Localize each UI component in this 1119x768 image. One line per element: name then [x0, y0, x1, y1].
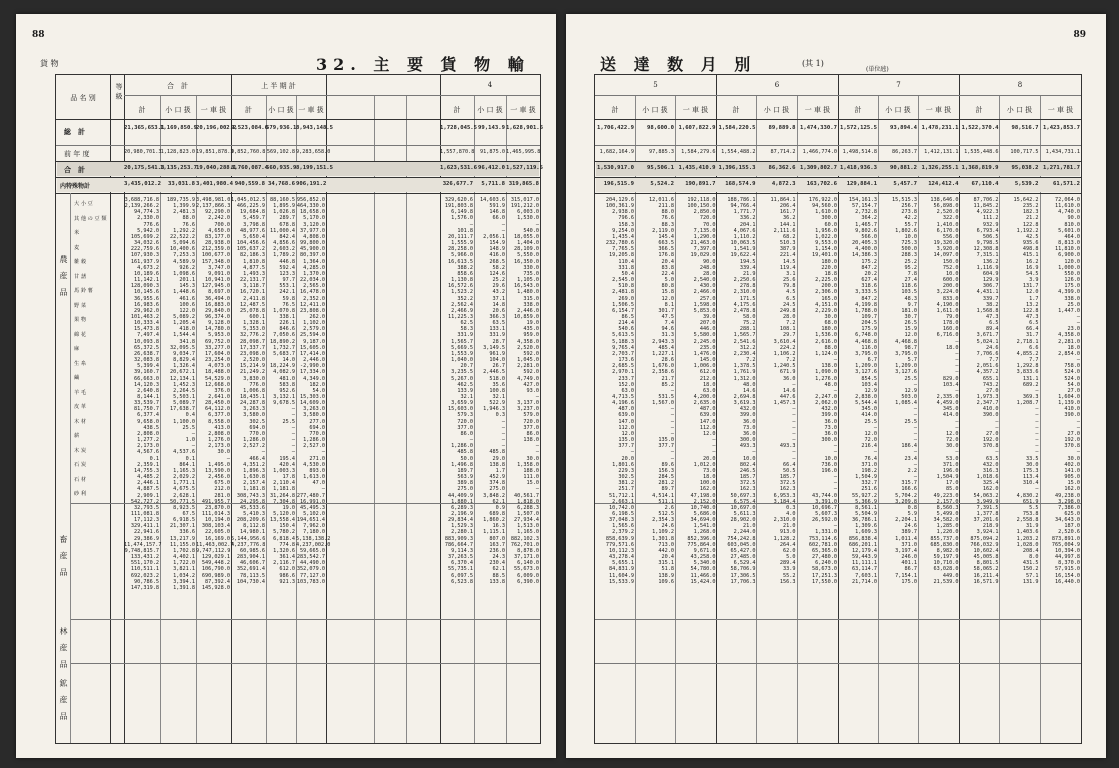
- summary-value: 906,191.2: [296, 181, 327, 187]
- column-values: 956,852.0 464,330.0 18,658.0 5,170.0 3,120.0 37,977.0 4,808.0 99,800.0 45,900.0 80,397.0 1,364.0 4,285.0 1,370.0 22,034.0 2,565.0 16,478.0 2,352.0 12,411.0 23,808.0 262.0 1,102.0 2,579.0 25,594.0 9,187.0 15,605.0 17,414.0 2,446.0 -2,990.0 17,334.0 4,349.0 182.0 54.0 15,303.0 14,609.0 3,263.0 3,580.0 277.0 694.0 770.0 1,286.0 2,527.0 — 271.0 4,530.0 893.0 1,613.0 47.0 — 277,480.7 16,991.0 45,495.3 5,102.0 194,651.4 7,962.0 7,180.0 5,138,138.2 4,237,002.0 59,665.0 283,542.7 44,490.0 352,079.0 77,127.0 103,783.0: [296, 197, 331, 585]
- column-values: 15,515.3 256.7 273.8 42.2 55.7 1,802.6 10.0 725.3 500.0 288.3 25.2 95.2 7.8 27.4 118.6 103.5 48.3 9.7 181.0 30.7 26.5 15.9 12.0 4,468.8 98.7 3,795.0 5.7 1,209.0 3,127.6 25.5 — 12.9 503.0 1,085.4 — — 25.5 — — — 186.4 — 23.4 — 2.2 — 315.7 166.6 5,704.2 3,209.8 0.8 5.9 2,204.1 24.6 389.7 1,011.4 371.0 3,197.4 246.0 401.1 86.7 7,154.1 175.0: [892, 197, 917, 585]
- summary-value: 1,309,802.7: [799, 165, 837, 171]
- group-label: 林 産 品: [59, 627, 68, 672]
- summary-value: 1,465,995.8: [506, 149, 541, 155]
- unit-label: (単位瓲): [866, 66, 889, 73]
- column-values: 15,642.2 235.2 182.3 21.2 122.8 1,192.2 42.5 935.6 498.8 415.1 16.2 16.9 54.5 3.9 131.7 12.0 1.7 13.2 122.8 47.3 6.5 66.4 31.7 2,718.1 6.6 4,855.2 7.7 1,292.8 3,833.6 131.1 689.2 — 369.3 1,208.7 — — — — — — — — 33.5 30.0 175.3 113.4 310.4 — 4,830.2 651.9 5.5 753.8 2,558.8 31.9 1,403.6 1,203.2 1,028.0 208.4 8.0 431.5 150.2 57.1 131.9: [1013, 197, 1039, 585]
- summary-value: 1,368,819.9: [961, 165, 999, 171]
- summary-value: 1,527,119.5: [506, 165, 544, 171]
- summary-value: 1,554,488.2: [721, 149, 756, 155]
- sub-small-header: 小 口 扱: [885, 106, 911, 114]
- item-name: 羊 毛: [74, 389, 87, 396]
- column-values: 192,118.0 100,150.0 2,850.0 720.0 70.0 7,135.0 1,290.0 21,463.0 7,397.0 19,029.0 90.0 248.0 28.0 2,540.0 430.0 2,466.0 257.0 1,598.0 5,853.0 39.0 207.0 446.0 5,580.0 2,245.0 235.0 1,476.0 145.0 1,006.0 612.0 212.0 18.0 63.0 4,200.0 2,635.0 487.0 639.0 147.0 112.0 12.0 — — — 20.0 1,012.0 73.0 18.0 100.0 162.0 47,198.0 2,152.0 10,740.0 5,686.0 34,694.0 1,541.0 1,268.0 852,396.0 775,864.0 9,671.0 43,258.0 5,340.0 54,780.0 11,466.0 15,424.0: [687, 197, 716, 585]
- sub-small-header: 小 口 扱: [477, 106, 503, 114]
- summary-value: 9,523,084.6: [231, 125, 269, 131]
- summary-value: 163,702.6: [806, 181, 837, 187]
- item-name: 雑 穀: [74, 259, 87, 265]
- item-name: 砂 利: [74, 491, 87, 497]
- sub-total-header: 計: [732, 106, 740, 114]
- item-name: 木 材: [74, 418, 87, 425]
- summary-value: 1,584,220.5: [718, 125, 756, 131]
- summary-sum-right: [595, 165, 1081, 175]
- item-name: 皮 革: [74, 404, 87, 410]
- summary-value: 9,283,658.0: [296, 149, 331, 155]
- summary-value: 1,530,917.0: [596, 165, 634, 171]
- summary-value: 99,143.9: [478, 125, 505, 131]
- sub-small-header: 小 口 扱: [642, 106, 668, 114]
- sub-car-header: 一 車 扱: [200, 106, 227, 114]
- summary-value: 1,169,850.9: [160, 125, 198, 131]
- left-page: [16, 14, 556, 758]
- sub-small-header: 小 口 扱: [268, 106, 294, 114]
- total-header: 合 計: [167, 82, 188, 90]
- body-values-left: [124, 197, 540, 737]
- column-values: 1,045,012.5 466,225.9 19,684.8 5,459.7 3,798.8 48,977.6 5,650.4 104,456.6 105,637.2 82,186.3 1,810.8 4,877.5 1,493.3 22,131.7 3,118.7 16,720.1 2,411.8 12,487.5 25,078.8 600.1 1,328.1 5,353.0 32,776.2 28,098.7 17,337.7 23,098.0 2,520.0 15,214.9 21,249.2 3,830.0 776.0 1,006.8 18,435.1 24,287.8 3,263.3 3,580.0 302.5 694.0 770.0 1,286.0 2,527.2 — 466.4 4,351.2 1,896.3 1,630.8 2,157.4 1,181.8 308,743.3 24,295.8 45,533.6 5,410.3 208,209.6 8,112.8 14,980.1 5,144,956.6 4,237,776.8 60,985.6 283,904.1 46,606.7 352,691.4 78,113.5 104,730.4: [231, 197, 266, 585]
- summary-value: 8,199,151.5: [296, 165, 334, 171]
- summary-value: 20,196,002.2: [196, 125, 237, 131]
- column-values: 329,620.6 191,803.8 6,149.8 1,576.0 — 101.8 20,111.7 1,555.9 28,258.0 5,966.0 16,613.5 388.2 858.6 1,130.8 16,572.6 1,523.2 352.2 2,562.4 2,466.9 11,225.3 62.5 58.3 331.9 1,565.7 5,669.5 1,553.9 1,040.0 20.7 3,235.5 5,267.0 462.5 133.9 32.1 3,659.9 15,603.0 579.3 720.0 377.0 86.0 — 1,286.0 485.8 50.0 1,496.8 189.7 563.9 389.8 275.0 44,409.9 1,880.1 6,289.3 2,196.9 29,834.4 1,529.3 2,280.1 883,909.3 786,664.7 9,114.3 37,263.5 6,370.4 55,735.1 6,097.5 6,523.8: [444, 197, 473, 585]
- summary-value: 1,474,330.7: [799, 125, 837, 131]
- summary-value: 95,506.1: [647, 165, 674, 171]
- summary-value: 3,435,012.2: [124, 181, 162, 187]
- summary-value: 86,362.6: [768, 165, 796, 171]
- summary-value: 89,889.8: [768, 125, 796, 131]
- summary-value: 100,717.5: [1010, 149, 1039, 155]
- sub-total-header: 計: [138, 106, 146, 114]
- summary-value: 1,135,253.7: [160, 165, 198, 171]
- class-col-header: 等 級: [115, 83, 123, 100]
- summary-value: 1,412,131.1: [924, 149, 959, 155]
- summary-prev-left: [124, 149, 540, 159]
- summary-value: 1,435,410.9: [678, 165, 716, 171]
- summary-value: 560,935.9: [266, 165, 297, 171]
- sub-total-header: 計: [975, 106, 983, 114]
- summary-value: 1,628,901.6: [506, 125, 544, 131]
- column-values: 176,922.0 94,560.0 1,610.0 300.0 60.0 1,956.0 1,022.0 9,553.0 1,154.0 19,401.0 180.0 220.0 18.8 2,225.0 200.0 2,306.0 165.0 4,151.0 2,229.0 30.0 68.0 180.0 1,536.0 2,616.0 88.0 1,124.0 — 138.0 1,090.0 1,276.0 48.0 — 2,247.0 2,062.0 432.0 399.0 36.0 73.0 36.0 300.0 — — 10.0 736.0 196.0 — — — 43,744.0 3,391.0 10,696.7 5,607.3 26,592.0 — 1,331.0 753,114.6 602,781.0 65,365.0 27,480.0 6,240.0 58,673.0 17,251.3 17,550.0: [808, 197, 837, 585]
- summary-value: 1,584,279.6: [681, 149, 716, 155]
- summary-value: 326,677.7: [442, 181, 473, 187]
- sub-total-header: 計: [611, 106, 619, 114]
- summary-value: 5,539.2: [1014, 181, 1039, 187]
- summary-breakdown-left: [124, 181, 540, 191]
- summary-value: 579,936.1: [266, 125, 297, 131]
- summary-value: 19,851,878.3: [196, 149, 234, 155]
- summary-value: 87,714.2: [770, 149, 796, 155]
- item-name: 生 糸: [74, 360, 87, 367]
- column-values: 188,786.1 94,766.4 1,771.7 336.2 204.1 4,067.6 1,110.2 10,063.5 1,541.9 19,622.4 194.5 339.4 21.9 2,250.6 278.8 2,310.0 171.5 4,175.6 2,478.8 58.0 75.2 288.1 1,565.7 2,541.6 312.2 2,230.4 7.2 1,378.5 1,761.9 1,312.0 48.0 14.6 2,694.8 3,619.3 432.0 399.0 36.0 73.0 36.0 300.0 493.3 — 10.0 802.4 246.5 185.7 372.5 162.3 50,697.3 6,575.4 10,697.0 5,611.3 28,902.0 21.0 2,244.0 754,242.8 603,045.0 65,427.0 27,485.0 6,529.4 58,706.9 17,306.5 17,706.3: [727, 197, 756, 585]
- group-label: 鉱 産 品: [59, 679, 68, 724]
- summary-value: 1,466,774.0: [802, 149, 837, 155]
- month-header: 7: [896, 81, 901, 89]
- item-name: 木 炭: [74, 447, 87, 454]
- sub-car-header: 一 車 扱: [682, 106, 709, 114]
- summary-value: 20,175,541.8: [124, 165, 165, 171]
- summary-value: 1,535,448.6: [964, 149, 999, 155]
- summary-value: 1,728,045.5: [440, 125, 478, 131]
- summary-value: 61,571.2: [1053, 181, 1080, 187]
- sub-car-header: 一 車 扱: [804, 106, 831, 114]
- item-name: 甘 藷: [74, 273, 87, 280]
- first-half-header: 上 半 期 計: [261, 82, 296, 90]
- summary-value: 8,760,087.4: [231, 165, 269, 171]
- summary-value: 1,706,422.9: [596, 125, 634, 131]
- summary-value: 8,943,148.5: [296, 125, 334, 131]
- item-name: 麦: [74, 244, 80, 251]
- column-values: 204,129.6 100,361.9 2,938.0 796.6 158.3 9,254.0 1,435.4 232,780.6 7,765.5 19,205.8 110.4 331.8 50.4 2,545.0 510.8 2,481.8 269.0 1,506.5 6,154.7 86.5 214.4 540.6 5,613.5 5,188.3 9,765.4 2,703.7 173.6 2,685.5 2,970.1 233.7 152.0 63.0 4,713.5 4,196.6 487.0 639.0 147.0 112.0 12.0 135.0 377.7 — 20.0 1,801.6 229.3 302.5 381.2 251.7 51,712.1 2,663.1 10,742.0 6,198.5 37,048.3 1,565.6 2,379.2 858,639.9 779,571.6 10,112.3 43,278.4 5,655.1 84,831.9 11,604.9 15,533.9: [605, 197, 634, 585]
- group-label: 農 産 品: [59, 255, 68, 300]
- sub-small-header: 小 口 扱: [763, 106, 790, 114]
- summary-value: 98,600.0: [647, 125, 674, 131]
- column-values: 3,498,981.0 2,137,866.3 92,290.0 2,242.0 700.0 4,650.0 83,177.0 28,938.0 212,359.0 100,677.0 157,348.0 3,747.0 9,091.0 10,941.0 127,945.0 8,697.0 36,494.0 16,883.0 29,840.0 96,374.0 9,128.0 14,780.0 5,953.0 69,752.0 33,277.0 17,604.0 23,254.0 4,073.0 18,488.0 54,529.0 12,668.0 376.0 2,641.0 28,450.0 64,112.0 6,377.0 8,558.0 413.0 2,808.0 1,276.0 2,173.0 30.0 — 1,495.0 13,590.0 2,456.0 675.0 212.0 281.0 491,955.7 23,870.0 111,014.3 10,194.0 308,103.4 22,605.0 16,169.0 11,463,002.7 9,747,112.9 129,029.1 549,448.2 106,790.0 690,989.0 87,392.4 145,928.0: [196, 197, 234, 591]
- summary-value: 168,574.9: [725, 181, 756, 187]
- row-breakdown: 内特殊物計: [60, 183, 91, 190]
- table-title-right: 送 達 数 月 別: [600, 55, 757, 74]
- body-values-right: [595, 197, 1081, 737]
- summary-value: 20,980,701.3: [124, 149, 162, 155]
- page-number-right: 89: [1073, 30, 1086, 40]
- summary-value: 34,768.6: [268, 181, 295, 187]
- summary-value: 1,572,125.5: [839, 125, 877, 131]
- table-frame-left: [55, 74, 544, 744]
- summary-value: 1,682,164.9: [599, 149, 634, 155]
- table-frame-right: [594, 74, 1082, 744]
- column-values: 154,161.3 57,154.7 2,732.8 364.2 1,465.7 9,802.6 566.0 20,405.3 4,400.0 14,386.3 175.2 847.2 20.2 627.4 318.6 3,333.5 847.2 4,199.8 1,788.0 109.7 204.5 175.9 6,748.0 4,468.8 116.0 3,795.0 6.7 1,209.0 3,127.6 854.5 103.4 12.9 2,838.0 5,544.4 345.0 414.0 25.5 — 12.0 72.0 216.4 — 76.4 371.0 198.2 1,504.9 332.7 251.6 55,927.2 5,366.9 8,561.1 5,504.9 36,786.1 1,309.6 1,609.3 856,838.4 686,201.1 12,179.4 59,443.9 11,111.1 63,114.7 7,603.1 21,714.0: [848, 197, 877, 585]
- summary-value: 1,478,231.1: [921, 125, 959, 131]
- summary-value: 5,457.7: [893, 181, 917, 187]
- summary-value: 1,623,531.6: [440, 165, 478, 171]
- running-head: 貨 物: [40, 59, 59, 68]
- item-list: [74, 197, 108, 502]
- summary-value: 19,040,288.1: [196, 165, 237, 171]
- summary-value: 93,894.4: [890, 125, 917, 131]
- column-values: 138,646.0 56,898.0 2,520.0 322.0 1,410.0 6,170.0 556.0 19,320.0 3,920.0 14,097.0 150.0 752.0 10.0 600.0 200.0 3,224.0 833.0 4,190.0 1,611.0 79.0 178.0 160.0 6,716.0 — 18.0 — — — — 829.0 103.4 — 2,335.0 4,459.0 345.0 414.0 — — 12.0 72.0 30.0 — 53.0 371.0 196.0 1,504.9 17.0 85.0 49,223.0 2,157.0 8,560.3 5,499.0 34,582.0 1,285.0 1,220.0 855,737.0 685,830.0 8,982.0 59,197.9 10,710.0 63,028.0 449.0 21,539.0: [930, 197, 959, 585]
- group-label: 畜 産 品: [59, 535, 68, 580]
- summary-value: 1,557,870.8: [440, 149, 475, 155]
- sub-car-header: 一 車 扱: [298, 106, 324, 114]
- month-4-header: 4: [487, 81, 493, 89]
- summary-value: 569,102.8: [266, 149, 295, 155]
- row-sum: 合 計: [64, 165, 85, 174]
- summary-value: 1,522,370.4: [961, 125, 999, 131]
- summary-value: 1,418,936.3: [839, 165, 877, 171]
- summary-value: 129,884.1: [846, 181, 877, 187]
- column-values: 315,017.0 191,212.0 6,003.0 1,530.0 — 540.0 18,055.0 1,404.0 28,109.0 5,550.0 16,350.0 330.0 735.0 1,105.0 16,543.0 1,480.0 315.0 338.0 2,446.0 10,859.0 19.0 435.0 959.0 4,358.0 2,520.0 592.0 1,045.0 2,281.0 592.0 4,749.0 427.0 93.0 — 3,137.0 3,237.0 579.0 720.0 377.0 86.0 138.0 — — 30.0 1,358.0 188.0 111.0 15.0 — 40,561.7 1,818.0 6,288.3 1,507.0 27,934.4 1,513.0 1,165.0 882,102.3 762,701.0 8,878.0 37,171.0 6,140.0 55,673.0 6,009.0 6,390.0: [510, 197, 539, 585]
- item-name: 果 物: [74, 317, 87, 323]
- item-name: 其 他 の 豆 類: [74, 215, 107, 222]
- summary-value: 3,401,980.4: [196, 181, 234, 187]
- sub-small-header: 小 口 扱: [165, 106, 191, 114]
- sub-small-header: 小 口 扱: [1006, 106, 1033, 114]
- summary-value: 940,559.8: [234, 181, 265, 187]
- sub-total-header: 計: [854, 106, 862, 114]
- column-values: 72,064.0 11,610.0 4,740.0 90.0 810.0 5,601.0 464.0 8,813.0 11,810.0 6,900.0 120.0 1,000.0 550.0 126.0 175.0 4,399.0 338.0 25.0 1,447.0 — — 23.0 4,358.0 2,281.0 18.0 2,854.0 — 758.0 524.0 524.0 54.0 27.0 1,604.0 1,139.0 410.0 390.0 — — 27.0 192.0 370.8 — 30.0 402.0 141.0 905.0 15.0 162.0 49,238.0 3,298.0 7,386.0 625.0 34,643.0 187.0 2,520.6 873,891.0 765,004.9 10,394.0 44,997.8 8,370.0 57,915.0 16,154.0 16,440.0: [1051, 197, 1080, 585]
- item-name: 馬 鈴 薯: [74, 288, 93, 294]
- item-name: 石 材: [74, 476, 87, 483]
- summary-sum-left: [124, 165, 544, 175]
- summary-value: 90,881.2: [890, 165, 917, 171]
- sub-car-header: 一 車 扱: [925, 106, 952, 114]
- summary-value: 1,396,155.3: [718, 165, 756, 171]
- summary-value: 1,326,255.1: [921, 165, 959, 171]
- summary-value: 1,423,853.7: [1042, 125, 1080, 131]
- month-header: 8: [1017, 81, 1023, 89]
- month-header: 6: [774, 81, 780, 89]
- summary-value: 4,872.3: [771, 181, 796, 187]
- summary-value: 96,412.0: [478, 165, 505, 171]
- row-grand-total: 総 計: [64, 127, 85, 136]
- summary-breakdown-right: [595, 181, 1081, 191]
- summary-grand-right: [595, 125, 1081, 139]
- right-page: [566, 14, 1106, 758]
- summary-value: 67,110.4: [971, 181, 999, 187]
- summary-value: 1,434,731.1: [1045, 149, 1080, 155]
- item-name: 麻: [74, 346, 80, 352]
- summary-value: 1,607,822.9: [678, 125, 716, 131]
- page-number-left: 88: [32, 30, 45, 40]
- sub-car-header: 一 車 扱: [1047, 106, 1074, 114]
- summary-value: 1,271,781.7: [1042, 165, 1080, 171]
- item-name: 石 炭: [74, 462, 87, 468]
- summary-prev-right: [595, 149, 1081, 159]
- item-name: 薪: [74, 433, 80, 439]
- month-header: 5: [653, 81, 658, 89]
- item-name: 大 小 豆: [74, 201, 93, 207]
- summary-value: 91,875.0: [480, 149, 505, 155]
- summary-value: 5,711.8: [481, 181, 505, 187]
- summary-value: 124,412.4: [928, 181, 959, 187]
- sub-car-header: 一 車 扱: [510, 106, 536, 114]
- summary-value: 196,515.9: [603, 181, 634, 187]
- summary-value: 190,891.7: [685, 181, 716, 187]
- summary-value: 1,128,823.0: [160, 149, 195, 155]
- summary-value: 21,365,653.1: [124, 125, 165, 131]
- item-name: 米: [74, 230, 80, 236]
- column-values: 189,735.9 1,399.9 2,481.3 88.0 76.6 1,292.2 22,522.2 5,094.6 10,400.6 7,253.3 4,589.9 926.2 1,098.6 201.1 145.3 1,448.6 461.6 100.6 122.0 5,089.2 1,205.4 418.0 1,544.4 341.8 32,095.5 9,034.7 8,829.4 1,326.4 20,672.1 12,134.1 1,452.3 2,264.5 5,503.1 5,089.7 17,638.7 0.4 1,100.0 25.5 — 1.0 — 4,537.6 0.1 864.1 1,165.3 2,029.2 1,771.1 4,675.5 2,628.1 50,771.5 8,923.5 67.5 6,918.5 21,307.1 336.6 13,217.9 11,155.0 1,702.8 4,402.1 1,722.0 3,821.1 1,034.2 3,394.1 1,391.8: [166, 197, 195, 591]
- column-values: 87,706.2 11,845.2 4,922.3 111.2 932.9 6,793.4 506.5 9,798.5 12,308.8 7,315.1 136.2 1,116.9 604.9 129.9 306.7 4,431.1 339.7 38.2 1,568.8 47.3 6.5 89.4 3,671.7 5,024.1 24.6 7,706.6 7.7 2,051.6 4,357.2 655.1 743.2 27.0 1,973.3 2,347.7 410.0 390.0 — — 27.0 192.0 370.8 — 63.5 432.0 316.3 1,018.6 325.4 162.0 54,063.2 3,949.9 7,391.5 1,377.8 37,201.6 218.9 3,924.1 875,094.2 766,032.9 10,602.4 45,005.8 8,801.5 58,065.2 16,211.4 16,571.9: [970, 197, 999, 585]
- summary-value: 98,516.7: [1011, 125, 1039, 131]
- table-title-left: 32. 主 要 貨 物 輸: [316, 55, 530, 74]
- summary-value: 95,038.2: [1011, 165, 1039, 171]
- item-col-header: 品 名 別: [70, 94, 96, 102]
- item-name: 繭: [74, 375, 80, 381]
- summary-value: 97,885.3: [649, 149, 674, 155]
- sub-total-header: 計: [453, 106, 461, 114]
- table-subtitle: (其 1): [802, 59, 824, 68]
- summary-grand-left: [124, 125, 544, 139]
- summary-value: 5,524.2: [650, 181, 674, 187]
- summary-value: 9,852,760.8: [231, 149, 266, 155]
- column-values: 3,688,716.8 2,139,266.2 94,774.3 2,330.0 776.6 5,942.0 105,699.2 34,032.6 222,759.6 107,930.3 161,937.9 4,673.2 10,189.6 11,142.1 128,090.3 10,145.6 36,955.6 16,983.6 29,962.0 101,463.2 10,333.4 15,473.8 7,497.4 10,093.8 65,372.5 26,638.7 32,083.8 5,399.4 39,160.7 66,663.0 14,120.3 2,640.8 8,144.1 33,539.7 81,750.7 6,377.4 9,658.0 438.5 2,808.0 1,277.2 2,173.0 4,567.6 0.1 2,359.1 14,755.3 4,485.2 2,446.1 4,887.5 2,909.1 542,727.2 32,793.5 111,081.8 17,112.3 329,411.1 22,941.6 29,386.9 11,474,157.7 9,748,815.7 133,431.2 551,170.2 110,511.1 692,023.2 90,786.5 147,319.8: [124, 197, 162, 591]
- column-values: 88,160.5 1,895.9 1,026.8 289.7 678.8 11,000.4 842.4 4,856.6 2,603.2 1,789.2 446.8 592.4 123.3 97.7 553.1 242.1 59.8 76.5 1,070.8 338.1 226.1 846.6 7,050.6 18,890.2 1,732.7 5,683.7 14.0 18,224.9 4,082.9 481.0 583.8 952.6 3,132.1 9,678.5 — — 25.5 — — — — — 195.4 420.4 1,003.3 17.8 2,110.4 1,181.8 31,264.8 7,304.8 19.0 5,120.0 13,558.4 150.4 5,780.2 6,818.4 774.8 1,320.6 361.4 2,116.7 612.0 986.6 921.3: [270, 197, 295, 585]
- summary-value: 319,865.8: [508, 181, 539, 187]
- column-values: 12,011.6 211.8 88.0 76.6 88.3 2,119.0 145.4 663.5 366.5 176.8 20.4 83.8 22.4 5.0 80.8 15.8 12.0 8.1 301.7 47.5 7.4 94.6 31.3 2,943.3 485.4 1,227.1 28.6 1,676.0 2,358.6 21.7 85.2 — 531.5 1,567.0 — — — — — 135.0 377.7 — — 89.6 156.3 284.5 281.2 89.7 4,514.1 511.1 2.6 512.5 2,354.3 24.6 1,109.2 1,301.8 713.0 442.0 20.4 315.1 51.8 138.9 109.6: [649, 197, 674, 585]
- column-values: 14,603.6 591.9 146.8 66.0 — — 2,056.1 154.9 148.9 416.0 268.5 58.2 124.6 25.2 29.6 43.2 37.1 14.8 20.6 366.3 63.5 133.1 331.9 28.7 3,149.5 961.9 104.0 26.7 2,446.5 518.0 35.6 100.8 32.1 522.9 1,946.3 0.3 — — — — — 485.8 29.0 138.8 1.7 452.9 374.8 275.0 3,848.2 62.1 0.9 689.8 1,860.2 16.3 1,115.1 807.0 163.7 236.0 24.3 230.4 62.1 88.5 133.8: [480, 197, 505, 585]
- item-name: 野 菜: [74, 302, 87, 309]
- summary-value: 86,263.7: [892, 149, 917, 155]
- summary-value: 1,498,514.8: [842, 149, 877, 155]
- summary-value: 33,031.8: [168, 181, 195, 187]
- sub-total-header: 計: [245, 106, 252, 114]
- row-prev-year: 前 年 度: [64, 150, 90, 158]
- column-values: 11,864.1 206.4 161.7 36.2 144.1 2,111.6 68.2 510.3 387.9 221.4 14.5 119.4 3.1 25.6 79.8 4.5 6.5 24.5 249.8 28.0 7.2 108.1 29.7 3,610.4 224.2 1,106.2 7.2 1,240.5 671.9 36.0 — 14.6 447.6 1,457.3 — — — — — — 493.3 — — 66.4 50.5 185.7 372.5 162.3 6,953.3 3,184.4 0.3 4.0 2,310.0 21.0 913.0 1,128.2 264.4 62.0 5.0 289.4 33.9 55.2 156.3: [770, 197, 796, 585]
- item-name: 綿 花: [74, 331, 87, 338]
